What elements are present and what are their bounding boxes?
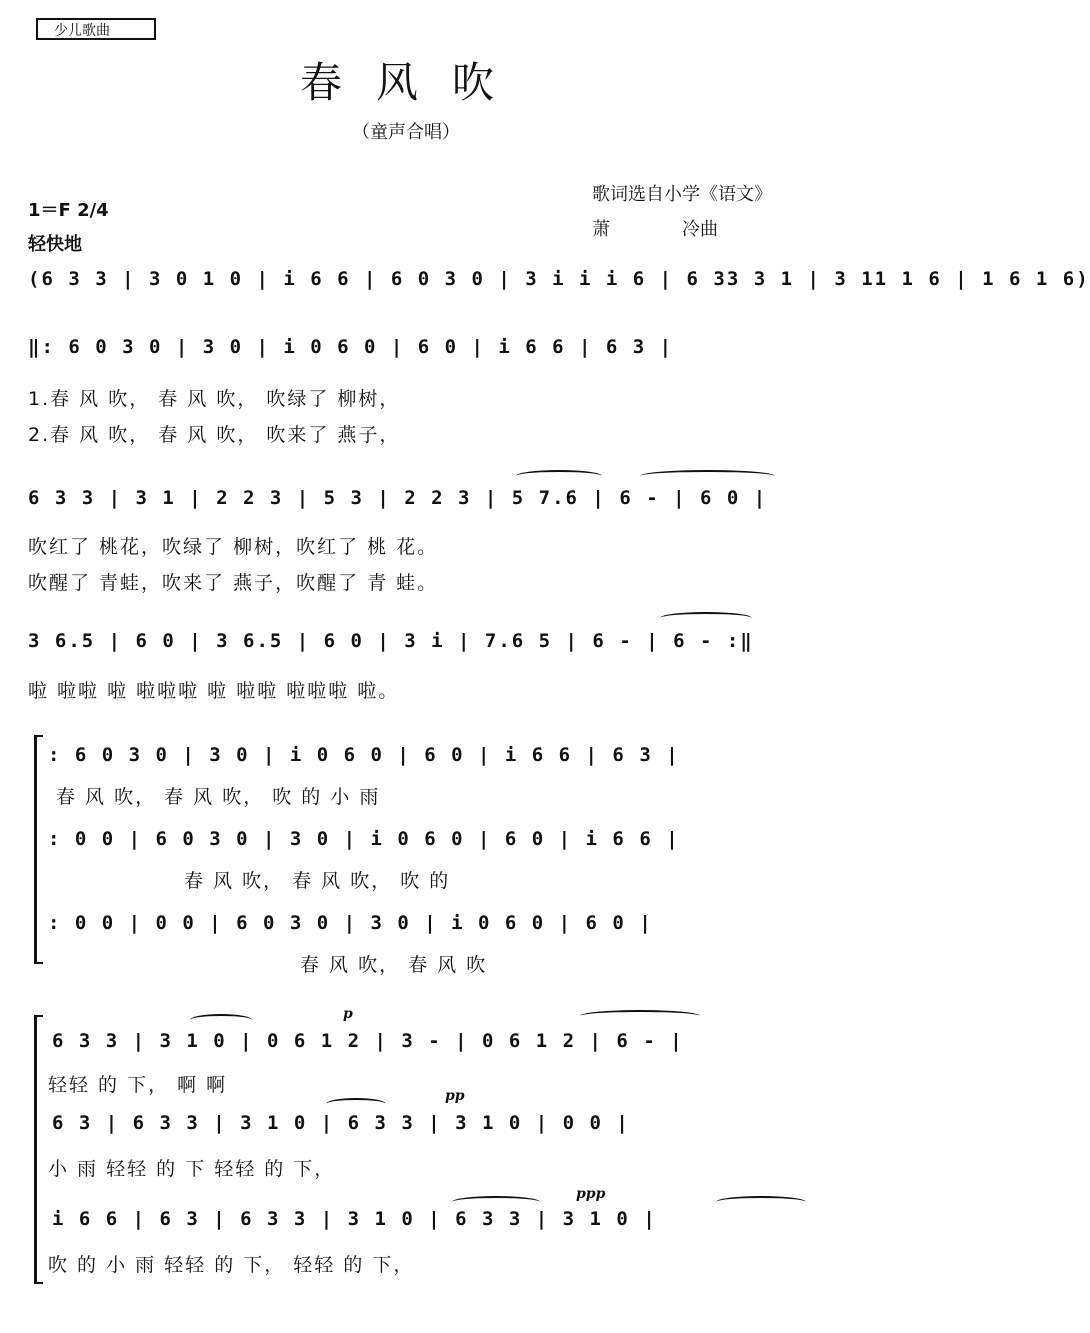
- system-1-voice-2: : 0 0 | 6 0 3 0 | 3 0 | i 0 6 0 | 6 0 | i 6 6 |: [48, 828, 680, 850]
- dynamic-ppp: ppp: [576, 1186, 606, 1202]
- system-2-voice-2: 6 3 | 6 3 3 | 3 1 0 | 6 3 3 | 3 1 0 | 0 0 |: [52, 1112, 630, 1134]
- lyrics-3: 啦 啦啦 啦 啦啦啦 啦 啦啦 啦啦啦 啦。: [28, 680, 400, 702]
- system-1-lyrics-1: 春 风 吹， 春 风 吹， 吹 的 小 雨: [56, 786, 381, 808]
- dynamic-p: p: [343, 1006, 353, 1022]
- system-2-brace: [34, 1015, 43, 1284]
- system-1-voice-3: : 0 0 | 0 0 | 6 0 3 0 | 3 0 | i 0 6 0 | 6 0 |: [48, 912, 653, 934]
- system-2-voice-1: 6 3 3 | 3 1 0 | 0 6 1 2 | 3 - | 0 6 1 2 | 6 - |: [52, 1030, 684, 1052]
- tempo-marking: 轻快地: [28, 234, 82, 255]
- slur: [326, 1098, 386, 1110]
- system-1-voice-1: : 6 0 3 0 | 3 0 | i 0 6 0 | 6 0 | i 6 6 | 6 3 |: [48, 744, 680, 766]
- dynamic-pp: pp: [445, 1088, 465, 1104]
- melody-line-2: 6 3 3 | 3 1 | 2 2 3 | 5 3 | 2 2 3 | 5 7.6 | 6 - | 6 0 |: [28, 487, 768, 509]
- slur: [660, 612, 752, 624]
- lyrics-1-verse-1: 1.春 风 吹， 春 风 吹， 吹绿了 柳树，: [28, 388, 401, 410]
- genre-tag: 少儿歌曲: [36, 18, 156, 40]
- key-signature: 1＝F 2/4: [28, 200, 109, 221]
- system-1-lyrics-2: 春 风 吹， 春 风 吹， 吹 的: [184, 870, 451, 892]
- melody-line-3: 3 6.5 | 6 0 | 3 6.5 | 6 0 | 3 i | 7.6 5 | 6 - | 6 - :‖: [28, 630, 754, 652]
- system-2-lyrics-3: 吹 的 小 雨 轻轻 的 下， 轻轻 的 下，: [48, 1254, 415, 1276]
- system-1-lyrics-3: 春 风 吹， 春 风 吹: [300, 954, 488, 976]
- lyrics-2-verse-2: 吹醒了 青蛙，吹来了 燕子，吹醒了 青 蛙。: [28, 572, 439, 594]
- lyrics-2-verse-1: 吹红了 桃花，吹绿了 柳树，吹红了 桃 花。: [28, 536, 439, 558]
- slur: [452, 1196, 540, 1208]
- slur: [580, 1010, 700, 1022]
- slur: [716, 1196, 806, 1208]
- lyrics-1-verse-2: 2.春 风 吹， 春 风 吹， 吹来了 燕子，: [28, 424, 401, 446]
- system-2-lyrics-2: 小 雨 轻轻 的 下 轻轻 的 下，: [48, 1158, 336, 1180]
- song-subtitle: （童声合唱）: [352, 122, 460, 143]
- system-2-voice-3: i 6 6 | 6 3 | 6 3 3 | 3 1 0 | 6 3 3 | 3 1 0 |: [52, 1208, 657, 1230]
- system-2-lyrics-1: 轻轻 的 下， 啊 啊: [48, 1074, 228, 1096]
- melody-line-1: ‖: 6 0 3 0 | 3 0 | i 0 6 0 | 6 0 | i 6 6 | 6 3 |: [28, 336, 674, 358]
- lyricist-credit: 歌词选自小学《语文》: [592, 184, 772, 205]
- system-1-brace: [34, 735, 43, 964]
- composer-credit: 萧 冷曲: [592, 219, 718, 240]
- song-title: 春风吹: [300, 58, 529, 107]
- slur: [640, 470, 775, 482]
- slur: [516, 470, 602, 482]
- slur: [190, 1014, 252, 1026]
- intro-notation: (6 3 3 | 3 0 1 0 | i 6 6 | 6 0 3 0 | 3 i i i 6 | 6 33 3 1 | 3 11 1 6 | 1 6 1 6): [28, 268, 1090, 290]
